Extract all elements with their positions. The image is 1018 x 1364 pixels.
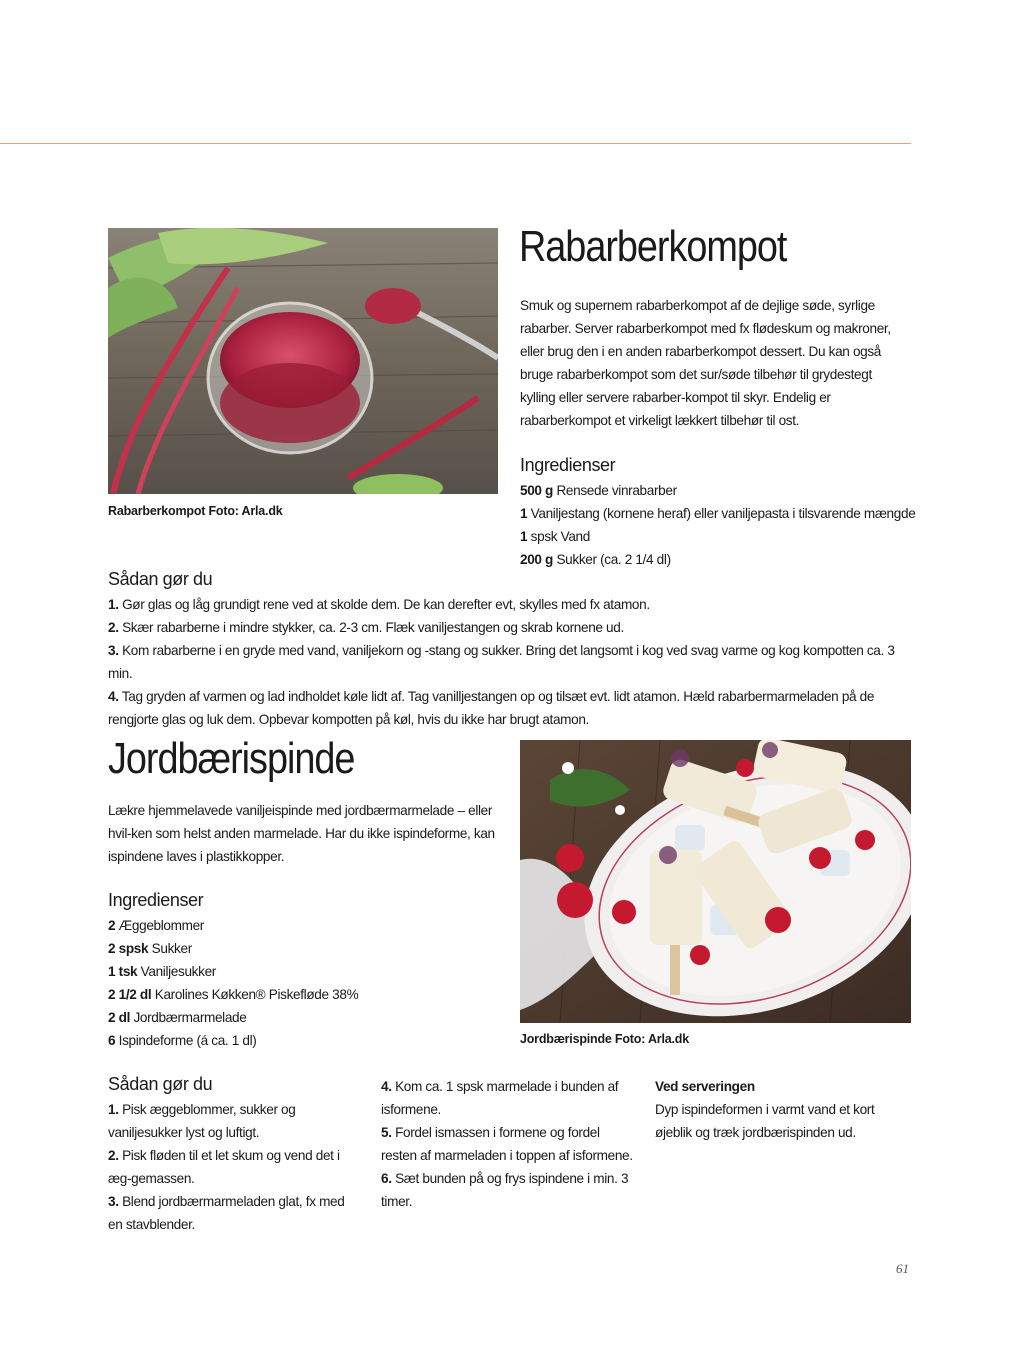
ingredient-item: 1 spsk Vand [520,529,590,544]
method-steps [108,593,908,731]
ingredient-list [108,914,358,1052]
recipe-title: Jordbærispinde [108,734,355,783]
serving-text: Dyp ispindeformen i varmt vand et kort øjeblik og træk jordbærispinden ud. [655,1102,875,1140]
method-step: 1. Gør glas og låg grundigt rene ved at skolde dem. De kan derefter evt, skylles med fx atamon. [108,597,650,612]
serving-heading: Ved serveringen [655,1079,755,1094]
ingredient-item: 2 Æggeblommer [108,918,204,933]
method-step: 5. Fordel ismassen i formene og fordel resten af marmeladen i toppen af isformene. [381,1125,633,1163]
ingredient-item: 1 tsk Vaniljesukker [108,964,216,979]
photo-caption: Rabarberkompot Foto: Arla.dk [108,504,283,518]
intro-text: Smuk og supernem rabarberkompot af de dejlige søde, syrlige rabarber. Server rabarberkompot med fx flødeskum og makroner, eller brug den i en anden rabarberkompot dessert. Du kan også bruge rabarberkompot som det sur/søde tilbehør til grydestegt kylling eller servere rabarber-kompot til skyr. Endelig er rabarberkompot et virkeligt lækkert tilbehør til ost. [520,298,891,428]
recipe-title: Rabarberkompot [519,222,787,271]
ingredient-item: 2 dl Jordbærmarmelade [108,1010,247,1025]
rhubarb-compote-photo [108,228,498,494]
method-heading: Sådan gør du [108,1074,213,1094]
photo-caption: Jordbærispinde Foto: Arla.dk [520,1032,689,1046]
ingredient-item: 500 g Rensede vinrabarber [520,483,677,498]
ingredient-item: 1 Vaniljestang (kornene heraf) eller vaniljepasta i tilsvarende mængde [520,506,916,521]
method-heading: Sådan gør du [108,569,213,589]
method-step: 3. Kom rabarberne i en gryde med vand, vaniljekorn og -stang og sukker. Bring det langsomt i kog ved svag varme og kog kompotten ca. 3 min. [108,643,895,681]
ingredient-item: 2 1/2 dl Karolines Køkken® Piskefløde 38% [108,987,359,1002]
method-step: 4. Tag gryden af varmen og lad indholdet køle lidt af. Tag vanilljestangen op og tilsæt evt. lidt atamon. Hæld rabarbermarmeladen på de rengjorte glas og luk dem. Opbevar kompotten på køl, hvis du ikke har brugt atamon. [108,689,875,727]
method-step: 1. Pisk æggeblommer, sukker og vaniljesukker lyst og luftigt. [108,1102,296,1140]
ingredients-heading: Ingredienser [108,890,204,910]
ingredient-item: 6 Ispindeforme (á ca. 1 dl) [108,1033,257,1048]
method-steps-col1 [108,1098,360,1236]
method-steps-col2 [381,1075,637,1213]
method-step: 2. Skær rabarberne i mindre stykker, ca. 2-3 cm. Flæk vaniljestangen og skrab kornene ud. [108,620,624,635]
ingredient-list [520,479,915,571]
intro-text: Lækre hjemmelavede vaniljeispinde med jordbærmarmelade – eller hvil-ken som helst anden marmelade. Har du ikke ispindeforme, kan ispindene laves i plastikkopper. [108,803,495,864]
ingredients-heading: Ingredienser [520,455,616,475]
page-number: 61 [896,1261,909,1276]
method-step: 4. Kom ca. 1 spsk marmelade i bunden af isformene. [381,1079,619,1117]
method-step: 6. Sæt bunden på og frys ispindene i min. 3 timer. [381,1171,629,1209]
header-rule [0,143,911,144]
recipe-intro [520,294,905,432]
method-step: 2. Pisk fløden til et let skum og vend det i æg-gemassen. [108,1148,340,1186]
recipe-intro [108,799,500,868]
serving-section [655,1075,910,1144]
ingredient-item: 200 g Sukker (ca. 2 1/4 dl) [520,552,671,567]
ingredient-item: 2 spsk Sukker [108,941,192,956]
method-step: 3. Blend jordbærmarmeladen glat, fx med en stavblender. [108,1194,345,1232]
strawberry-popsicles-photo [520,740,911,1023]
